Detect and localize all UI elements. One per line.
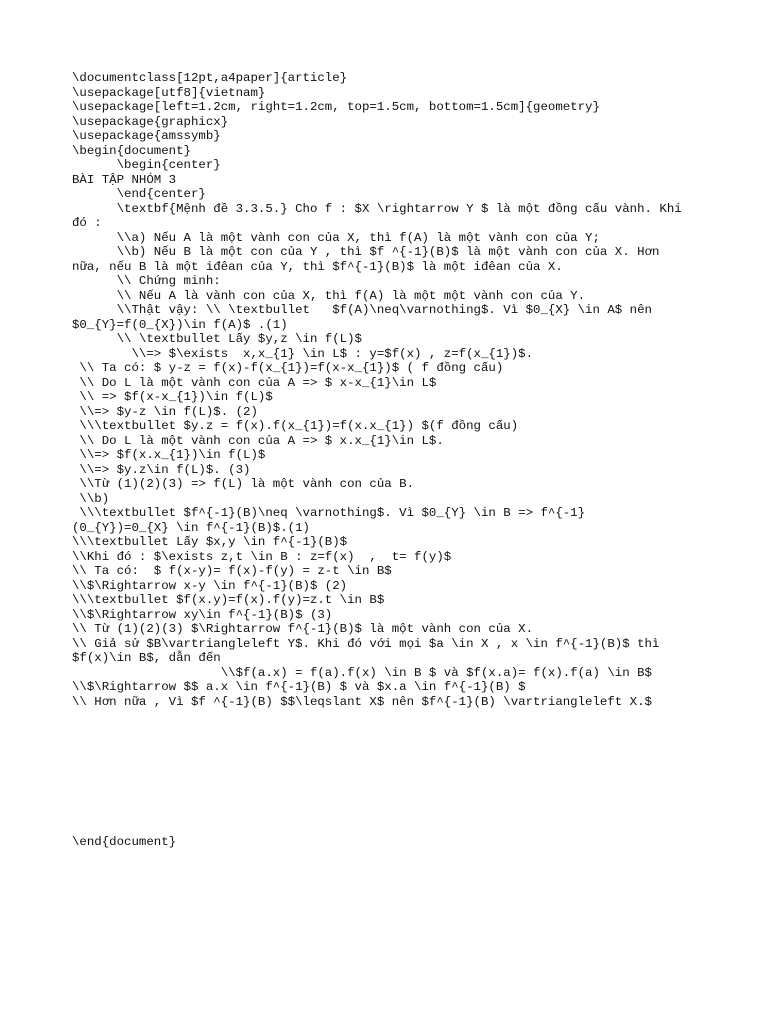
source-line: \begin{center} — [72, 158, 221, 172]
source-line: \\ Từ (1)(2)(3) $\Rightarrow f^{-1}(B)$ là một vành con của X. — [72, 622, 534, 636]
source-line: \\ Hơn nữa , Vì $f ^{-1}(B) $$\leqslant X$ nên $f^{-1}(B) \vartriangleleft X.$ — [72, 694, 652, 709]
source-line: \end{center} — [72, 187, 206, 201]
source-line: đó : — [72, 216, 102, 230]
source-line: \\b) — [72, 491, 110, 506]
source-line: \\ Chứng minh: — [72, 274, 221, 288]
source-line: \\a) Nếu A là một vành con của X, thì f(A) là một vành con của Y; — [72, 230, 600, 245]
source-line: nữa, nếu B là một iđêan của Y, thì $f^{-1}(B)$ là một iđêan của X. — [72, 259, 563, 274]
source-line: \\$\Rightarrow x-y \in f^{-1}(B)$ (2) — [72, 578, 348, 593]
source-line: \textbf{Mệnh đề 3.3.5.} Cho f : $X \rightarrow Y $ là một đồng cấu vành. Khi — [72, 201, 682, 216]
source-line: \\\textbullet $f(x.y)=f(x).f(y)=z.t \in B$ — [72, 593, 385, 607]
source-line: \\Khi đó : $\exists z,t \in B : z=f(x) , t= f(y)$ — [72, 549, 452, 564]
source-line: \\=> $f(x.x_{1})\in f(L)$ — [72, 448, 266, 462]
source-line: \\=> $y-z \in f(L)$. (2) — [72, 404, 258, 419]
source-line: \usepackage[utf8]{vietnam} — [72, 85, 266, 100]
source-line: \\ => $f(x-x_{1})\in f(L)$ — [72, 390, 273, 404]
source-line: \\\textbullet Lấy $x,y \in f^{-1}(B)$ — [72, 535, 348, 549]
source-line: $f(x)\in B$, dẫn đến — [72, 651, 221, 665]
source-line: \\Từ (1)(2)(3) => f(L) là một vành con của B. — [72, 477, 415, 491]
source-line: \documentclass[12pt,a4paper]{article} — [72, 71, 348, 85]
source-line: \\ Giả sử $B\vartriangleleft Y$. Khi đó với mọi $a \in X , x \in f^{-1}(B)$ thì — [72, 636, 660, 651]
source-line: \\\textbullet $y.z = f(x).f(x_{1})=f(x.x_{1}) $(f đồng cấu) — [72, 419, 519, 433]
source-line: \usepackage{graphicx} — [72, 114, 229, 129]
source-line: (0_{Y})=0_{X} \in f^{-1}(B)$.(1) — [72, 520, 310, 535]
source-line: \\ Ta có: $ f(x-y)= f(x)-f(y) = z-t \in B$ — [72, 564, 392, 578]
source-line: \\ Ta có: $ y-z = f(x)-f(x_{1})=f(x-x_{1})$ ( f đồng cấu) — [72, 361, 504, 375]
source-line: \\ Nếu A là vành con của X, thì f(A) là một một vành con của Y. — [72, 288, 586, 303]
latex-source-text — [72, 71, 712, 709]
source-line: BÀI TẬP NHÓM 3 — [72, 172, 177, 187]
source-line: \\Thật vậy: \\ \textbullet $f(A)\neq\varnothing$. Vì $0_{X} \in A$ nên — [72, 303, 652, 317]
source-line: \\ \textbullet Lấy $y,z \in f(L)$ — [72, 332, 362, 346]
source-line: \\=> $\exists x,x_{1} \in L$ : y=$f(x) , z=f(x_{1})$. — [72, 346, 534, 361]
end-document-line: \end{document} — [72, 835, 177, 849]
source-line: $0_{Y}=f(0_{X})\in f(A)$ .(1) — [72, 317, 288, 332]
source-line: \\$f(a.x) = f(a).f(x) \in B $ và $f(x.a)= f(x).f(a) \in B$ — [72, 665, 652, 680]
source-line: \\\textbullet $f^{-1}(B)\neq \varnothing$. Vì $0_{Y} \in B => f^{-1} — [72, 506, 586, 520]
source-line: \usepackage[left=1.2cm, right=1.2cm, top=1.5cm, bottom=1.5cm]{geometry} — [72, 100, 600, 114]
source-line: \\b) Nếu B là một con của Y , thì $f ^{-1}(B)$ là một vành con của X. Hơn — [72, 245, 660, 259]
source-line: \\$\Rightarrow $$ a.x \in f^{-1}(B) $ và $x.a \in f^{-1}(B) $ — [72, 680, 526, 694]
source-line: \\$\Rightarrow xy\in f^{-1}(B)$ (3) — [72, 607, 333, 622]
source-line: \usepackage{amssymb} — [72, 129, 221, 143]
source-line: \begin{document} — [72, 143, 191, 158]
source-line: \\=> $y.z\in f(L)$. (3) — [72, 462, 251, 477]
source-line: \\ Do L là một vành con của A => $ x-x_{1}\in L$ — [72, 375, 437, 390]
source-line: \\ Do L là một vành con của A => $ x.x_{1}\in L$. — [72, 433, 444, 448]
